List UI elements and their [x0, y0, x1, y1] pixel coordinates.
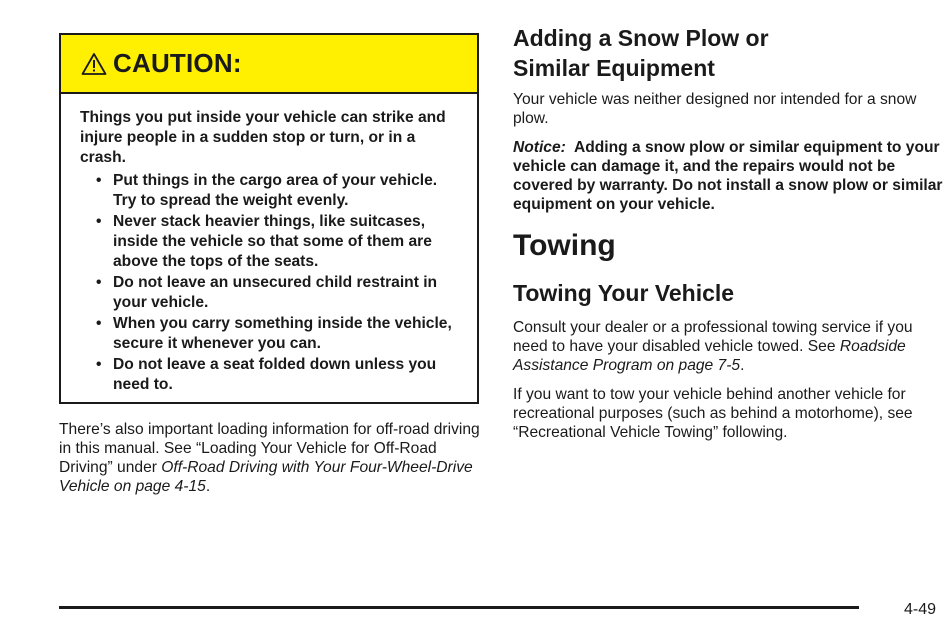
- towing-para1-text: Consult your dealer or a professional towing service if you need to have your disabled vehicle towed. See: [513, 319, 913, 355]
- caution-bullet: [80, 212, 457, 272]
- page-number: 4-49: [904, 601, 937, 618]
- caution-title: CAUTION:: [113, 48, 242, 78]
- loading-info-text: There’s also important loading information for off-road driving in this manual. See “Loading Your Vehicle for Off-Road Driving” under: [59, 421, 480, 476]
- roadside-assistance-reference: Roadside Assistance Program on page 7-5: [513, 338, 906, 374]
- right-column: [513, 23, 945, 442]
- towing-title: Towing: [513, 229, 616, 262]
- caution-box: [59, 33, 479, 404]
- snow-plow-paragraph: Your vehicle was neither designed nor intended for a snow plow.: [513, 91, 917, 127]
- snow-plow-notice: [513, 138, 945, 214]
- caution-intro: Things you put inside your vehicle can strike and injure people in a sudden stop or turn, or in a crash.: [80, 109, 446, 166]
- bullet-marker: •: [96, 274, 102, 291]
- notice-label: Notice:: [513, 139, 566, 156]
- snow-plow-heading-line2: Similar Equipment: [513, 55, 715, 81]
- loading-info-end: .: [205, 478, 211, 495]
- caution-bullet: [80, 171, 457, 211]
- footer-rule: [59, 606, 859, 609]
- bullet-marker: •: [96, 356, 102, 373]
- towing-paragraph-1: [513, 318, 945, 375]
- caution-bullet-text: Do not leave an unsecured child restraint in your vehicle.: [113, 274, 438, 311]
- loading-info-reference: Off-Road Driving with Your Four-Wheel-Drive Vehicle on page 4-15: [59, 459, 473, 495]
- bullet-marker: •: [96, 213, 102, 230]
- caution-bullet-text: When you carry something inside the vehicle, secure it whenever you can.: [113, 315, 452, 352]
- bullet-marker: •: [96, 315, 102, 332]
- loading-info-paragraph: [59, 420, 484, 496]
- snow-plow-heading-line1: Adding a Snow Plow or: [513, 25, 769, 51]
- towing-para1-end: .: [740, 357, 745, 374]
- caution-list: [80, 171, 457, 395]
- caution-bullet-text: Put things in the cargo area of your vehicle. Try to spread the weight evenly.: [113, 172, 438, 209]
- caution-bullet-text: Do not leave a seat folded down unless you need to.: [113, 356, 437, 393]
- snow-plow-heading: [513, 23, 945, 83]
- caution-header: [61, 35, 477, 94]
- caution-bullet: [80, 355, 457, 395]
- caution-bullet: [80, 314, 457, 354]
- bullet-marker: •: [96, 172, 102, 189]
- towing-your-vehicle-heading: Towing Your Vehicle: [513, 280, 735, 306]
- caution-body: [61, 94, 477, 395]
- notice-text: Adding a snow plow or similar equipment to your vehicle can damage it, and the repairs would not be covered by warranty. Do not install a snow plow or similar equipment on your vehicle.: [513, 139, 943, 213]
- warning-triangle-icon: [81, 52, 107, 76]
- caution-bullet-text: Never stack heavier things, like suitcases, inside the vehicle so that some of them are above the tops of the seats.: [113, 213, 432, 270]
- caution-bullet: [80, 273, 457, 313]
- towing-paragraph-2: If you want to tow your vehicle behind another vehicle for recreational purposes (such as behind a motorhome), see “Recreational Vehicle Towing” following.: [513, 386, 913, 441]
